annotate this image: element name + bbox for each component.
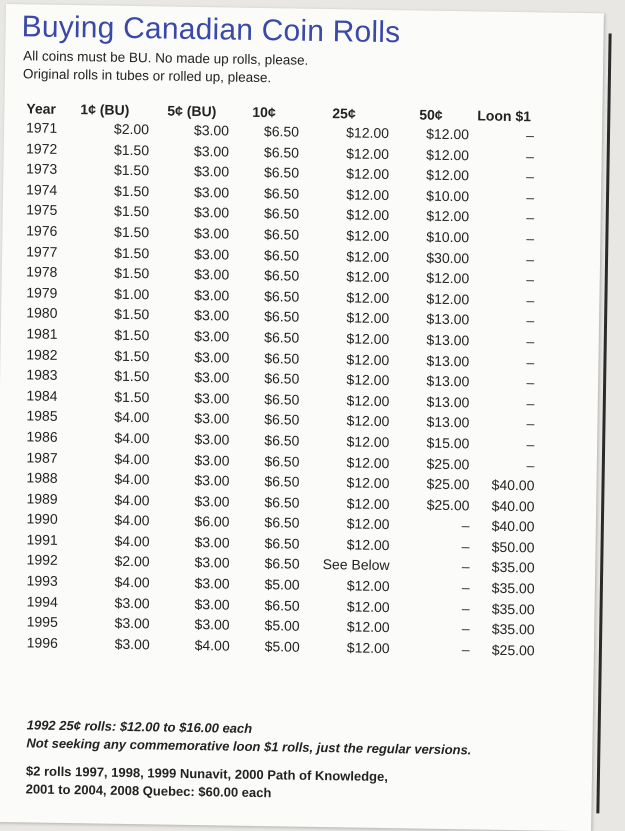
- cell-5c: $3.00: [149, 224, 229, 241]
- cell-5c: $3.00: [149, 389, 229, 406]
- cell-year: 1977: [26, 243, 57, 259]
- cell-10c: $6.50: [229, 123, 299, 140]
- cell-loon: $40.00: [469, 518, 534, 535]
- cell-5c: $6.00: [149, 513, 229, 530]
- cell-year: 1978: [26, 264, 57, 280]
- cell-1c: $4.00: [59, 491, 149, 508]
- cell-loon: –: [469, 435, 534, 452]
- cell-25c: $12.00: [299, 536, 389, 553]
- cell-loon: $25.00: [470, 641, 535, 658]
- header-year: Year: [26, 100, 56, 116]
- cell-50c: $13.00: [389, 413, 469, 430]
- cell-loon: –: [469, 312, 534, 329]
- cell-loon: –: [469, 188, 534, 205]
- cell-25c: $12.00: [299, 391, 389, 408]
- cell-50c: $12.00: [389, 269, 469, 286]
- header-25c: 25¢: [332, 105, 356, 121]
- cell-year: 1989: [26, 490, 57, 506]
- cell-year: 1994: [27, 593, 58, 609]
- cell-year: 1992: [26, 552, 57, 568]
- cell-50c: $13.00: [389, 310, 469, 327]
- cell-10c: $5.00: [230, 617, 300, 634]
- cell-50c: –: [389, 537, 469, 554]
- cell-10c: $6.50: [229, 555, 299, 572]
- cell-50c: –: [389, 516, 469, 533]
- cell-loon: –: [469, 353, 534, 370]
- cell-50c: $13.00: [389, 372, 469, 389]
- cell-50c: –: [389, 578, 469, 595]
- cell-10c: $6.50: [229, 164, 299, 181]
- cell-50c: $25.00: [389, 496, 469, 513]
- cell-10c: $6.50: [229, 452, 299, 469]
- cell-10c: $6.50: [229, 534, 299, 551]
- cell-5c: $3.00: [149, 183, 229, 200]
- cell-5c: $3.00: [149, 327, 229, 344]
- cell-year: 1971: [26, 119, 57, 135]
- cell-50c: $13.00: [389, 331, 469, 348]
- two-dollar-note: [26, 762, 389, 804]
- cell-loon: $50.00: [469, 538, 534, 555]
- cell-10c: $6.50: [229, 431, 299, 448]
- cell-1c: $4.00: [59, 511, 149, 528]
- price-table: [0, 119, 564, 663]
- cell-loon: –: [469, 229, 534, 246]
- cell-5c: $3.00: [150, 595, 230, 612]
- cell-25c: $12.00: [299, 247, 389, 264]
- header-10c: 10¢: [252, 104, 276, 120]
- cell-5c: $3.00: [149, 348, 229, 365]
- cell-1c: $4.00: [59, 470, 149, 487]
- cell-10c: $6.50: [229, 328, 299, 345]
- note-loon: Not seeking any commemorative loon $1 rolls, just the regular versions.: [26, 734, 471, 759]
- cell-50c: $13.00: [389, 393, 469, 410]
- subtitle-bu: All coins must be BU. No made up rolls, please.: [23, 48, 308, 67]
- cell-1c: $1.50: [59, 182, 149, 199]
- cell-25c: $12.00: [299, 453, 389, 470]
- cell-10c: $6.50: [229, 308, 299, 325]
- cell-25c: $12.00: [299, 165, 389, 182]
- cell-50c: –: [390, 640, 470, 657]
- cell-loon: –: [469, 332, 534, 349]
- cell-loon: $35.00: [470, 621, 535, 638]
- cell-loon: –: [469, 126, 534, 143]
- cell-10c: $6.50: [229, 267, 299, 284]
- header-5c: 5¢ (BU): [167, 103, 216, 120]
- cell-5c: $3.00: [149, 162, 229, 179]
- cell-loon: –: [469, 167, 534, 184]
- notes: [26, 716, 472, 759]
- cell-50c: $12.00: [389, 290, 469, 307]
- cell-loon: $35.00: [469, 600, 534, 617]
- cell-10c: $6.50: [229, 411, 299, 428]
- cell-50c: $12.00: [389, 125, 469, 142]
- cell-5c: $3.00: [149, 265, 229, 282]
- cell-25c: $12.00: [299, 206, 389, 223]
- cell-1c: $3.00: [60, 614, 150, 631]
- cell-10c: $6.50: [229, 226, 299, 243]
- cell-25c: $12.00: [299, 227, 389, 244]
- cell-5c: $3.00: [149, 245, 229, 262]
- cell-25c: $12.00: [299, 474, 389, 491]
- cell-25c: $12.00: [299, 309, 389, 326]
- cell-1c: $1.50: [59, 243, 149, 260]
- cell-1c: $1.00: [59, 285, 149, 302]
- cell-loon: –: [469, 147, 534, 164]
- cell-loon: $35.00: [469, 579, 534, 596]
- cell-year: 1988: [26, 469, 57, 485]
- cell-25c: See Below: [299, 556, 389, 573]
- cell-year: 1981: [26, 325, 57, 341]
- cell-5c: $3.00: [149, 368, 229, 385]
- cell-50c: $10.00: [389, 228, 469, 245]
- cell-1c: $1.50: [59, 202, 149, 219]
- cell-50c: $10.00: [389, 187, 469, 204]
- cell-10c: $6.50: [229, 349, 299, 366]
- cell-1c: $1.50: [59, 305, 149, 322]
- cell-loon: –: [469, 291, 534, 308]
- cell-loon: –: [469, 209, 534, 226]
- cell-5c: $3.00: [149, 286, 229, 303]
- cell-loon: –: [469, 415, 534, 432]
- cell-5c: $3.00: [149, 410, 229, 427]
- cell-loon: –: [469, 373, 534, 390]
- cell-50c: –: [389, 558, 469, 575]
- cell-5c: $3.00: [149, 554, 229, 571]
- cell-year: 1982: [26, 346, 57, 362]
- cell-25c: $12.00: [299, 330, 389, 347]
- cell-year: 1996: [27, 634, 58, 650]
- cell-25c: $12.00: [300, 618, 390, 635]
- cell-loon: $35.00: [469, 559, 534, 576]
- cell-1c: $4.00: [59, 408, 149, 425]
- two-dollar-line-2: 2001 to 2004, 2008 Quebec: $60.00 each: [26, 780, 388, 804]
- cell-5c: $3.00: [149, 492, 229, 509]
- cell-5c: $3.00: [149, 451, 229, 468]
- margin-rule: [596, 33, 611, 813]
- cell-year: 1972: [26, 140, 57, 156]
- cell-year: 1991: [26, 531, 57, 547]
- cell-25c: $12.00: [299, 412, 389, 429]
- cell-25c: $12.00: [299, 288, 389, 305]
- cell-1c: $1.50: [59, 264, 149, 281]
- cell-5c: $3.00: [149, 430, 229, 447]
- cell-5c: $3.00: [149, 533, 229, 550]
- cell-5c: $3.00: [149, 204, 229, 221]
- cell-50c: $12.00: [389, 146, 469, 163]
- cell-50c: $30.00: [389, 249, 469, 266]
- cell-5c: $3.00: [149, 471, 229, 488]
- cell-1c: $4.00: [59, 429, 149, 446]
- cell-year: 1986: [26, 428, 57, 444]
- cell-year: 1983: [26, 366, 57, 382]
- cell-10c: $5.00: [230, 637, 300, 654]
- cell-1c: $1.50: [59, 326, 149, 343]
- cell-year: 1984: [26, 387, 57, 403]
- cell-1c: $1.50: [59, 140, 149, 157]
- cell-1c: $1.50: [59, 388, 149, 405]
- cell-1c: $2.00: [59, 552, 149, 569]
- cell-50c: $15.00: [389, 434, 469, 451]
- cell-1c: $1.50: [59, 346, 149, 363]
- cell-10c: $6.50: [229, 184, 299, 201]
- cell-5c: $3.00: [149, 307, 229, 324]
- cell-year: 1995: [27, 614, 58, 630]
- cell-50c: $12.00: [389, 207, 469, 224]
- cell-5c: $3.00: [150, 616, 230, 633]
- cell-25c: $12.00: [300, 639, 390, 656]
- cell-25c: $12.00: [299, 433, 389, 450]
- cell-25c: $12.00: [299, 185, 389, 202]
- cell-1c: $4.00: [60, 573, 150, 590]
- two-dollar-line-1: $2 rolls 1997, 1998, 1999 Nunavit, 2000 Path of Knowledge,: [26, 762, 388, 786]
- cell-10c: $6.50: [229, 246, 299, 263]
- cell-25c: $12.00: [300, 597, 390, 614]
- cell-loon: –: [469, 250, 534, 267]
- cell-1c: $1.50: [59, 161, 149, 178]
- cell-1c: $3.00: [60, 635, 150, 652]
- cell-year: 1980: [26, 305, 57, 321]
- cell-50c: $25.00: [389, 455, 469, 472]
- cell-50c: $13.00: [389, 352, 469, 369]
- header-50c: 50¢: [419, 107, 443, 123]
- cell-5c: $3.00: [149, 142, 229, 159]
- cell-10c: $6.50: [229, 514, 299, 531]
- cell-25c: $12.00: [299, 268, 389, 285]
- header-1c: 1¢ (BU): [80, 101, 129, 118]
- cell-year: 1974: [26, 181, 57, 197]
- cell-25c: $12.00: [299, 515, 389, 532]
- note-1992: 1992 25¢ rolls: $12.00 to $16.00 each: [27, 716, 472, 741]
- cell-5c: $4.00: [150, 636, 230, 653]
- cell-10c: $6.50: [229, 390, 299, 407]
- cell-loon: $40.00: [469, 476, 534, 493]
- cell-25c: $12.00: [299, 350, 389, 367]
- cell-year: 1993: [27, 572, 58, 588]
- cell-50c: $25.00: [389, 475, 469, 492]
- cell-1c: $4.00: [59, 532, 149, 549]
- cell-year: 1976: [26, 222, 57, 238]
- cell-year: 1985: [26, 408, 57, 424]
- cell-1c: $1.50: [59, 367, 149, 384]
- cell-50c: –: [390, 619, 470, 636]
- cell-5c: $3.00: [149, 574, 229, 591]
- cell-10c: $6.50: [229, 205, 299, 222]
- cell-25c: $12.00: [299, 124, 389, 141]
- cell-1c: $1.50: [59, 223, 149, 240]
- cell-10c: $6.50: [229, 493, 299, 510]
- cell-10c: $6.50: [229, 287, 299, 304]
- cell-year: 1979: [26, 284, 57, 300]
- cell-25c: $12.00: [299, 371, 389, 388]
- cell-year: 1975: [26, 202, 57, 218]
- cell-10c: $6.50: [229, 143, 299, 160]
- cell-loon: –: [469, 270, 534, 287]
- cell-1c: $2.00: [59, 120, 149, 137]
- page-title: Buying Canadian Coin Rolls: [21, 10, 400, 50]
- cell-1c: $3.00: [60, 594, 150, 611]
- cell-loon: –: [469, 456, 534, 473]
- cell-50c: $12.00: [389, 166, 469, 183]
- cell-25c: $12.00: [299, 494, 389, 511]
- cell-50c: –: [390, 599, 470, 616]
- cell-year: 1990: [26, 511, 57, 527]
- cell-10c: $5.00: [229, 576, 299, 593]
- subtitle-original: Original rolls in tubes or rolled up, please.: [23, 66, 272, 85]
- header-loon: Loon $1: [477, 107, 531, 124]
- cell-loon: $40.00: [469, 497, 534, 514]
- cell-5c: $3.00: [149, 121, 229, 138]
- cell-year: 1987: [26, 449, 57, 465]
- cell-year: 1973: [26, 161, 57, 177]
- cell-10c: $6.50: [230, 596, 300, 613]
- cell-1c: $4.00: [59, 449, 149, 466]
- price-sheet: [0, 4, 604, 831]
- cell-10c: $6.50: [229, 370, 299, 387]
- cell-25c: $12.00: [299, 577, 389, 594]
- cell-loon: –: [469, 394, 534, 411]
- cell-25c: $12.00: [299, 144, 389, 161]
- cell-10c: $6.50: [229, 473, 299, 490]
